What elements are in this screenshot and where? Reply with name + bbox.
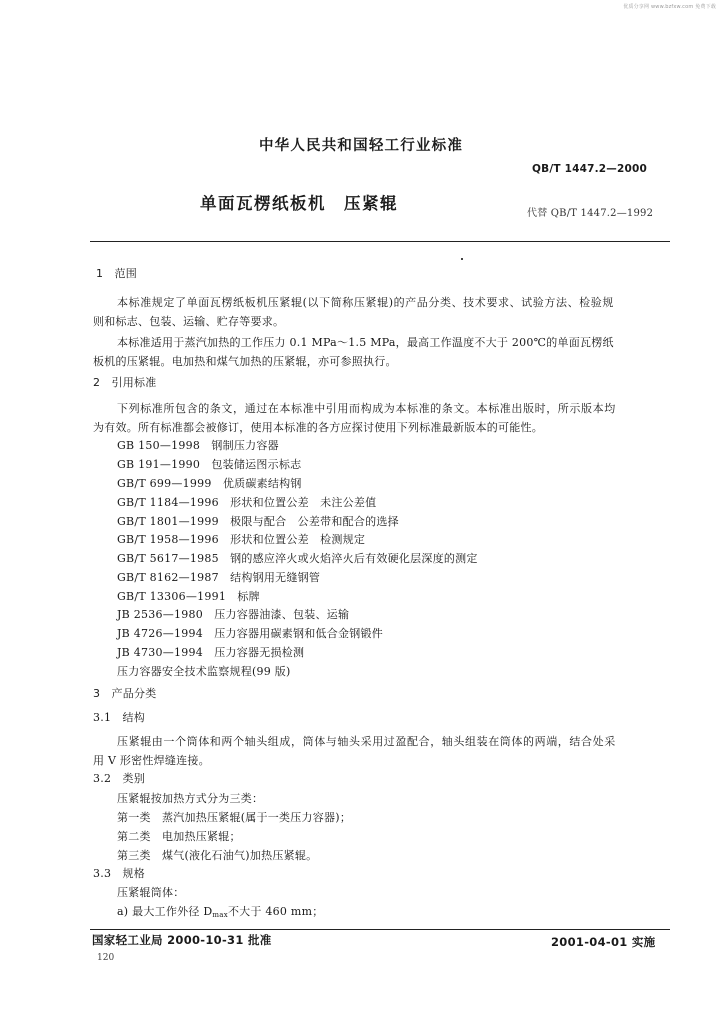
subsection-heading-specs: 3.3 规格 (93, 867, 145, 880)
reference-item: JB 4730—1994 压力容器无损检测 (117, 646, 305, 659)
footer-divider (90, 929, 670, 930)
paragraph-line: 下列标准所包含的条文，通过在本标准中引用而构成为本标准的条文。本标准出版时，所示版本均 (117, 402, 616, 415)
subsection-heading-types: 3.2 类别 (93, 772, 145, 785)
section-heading-references: 2 引用标准 (93, 376, 157, 389)
reference-item: JB 4726—1994 压力容器用碳素钢和低合金钢锻件 (117, 627, 383, 640)
paragraph-line: 则和标志、包装、运输、贮存等要求。 (93, 315, 285, 328)
standard-code: QB/T 1447.2—2000 (532, 163, 648, 175)
replaces-standard: 代替 QB/T 1447.2—1992 (527, 208, 654, 219)
spec-item-text: a) 最大工作外径 D (117, 905, 213, 918)
reference-item: GB/T 1958—1996 形状和位置公差 检测规定 (117, 533, 366, 546)
reference-item: GB/T 1801—1999 极限与配合 公差带和配合的选择 (117, 515, 399, 528)
reference-item: GB/T 699—1999 优质碳素结构钢 (117, 477, 302, 490)
paragraph-line: 本标准适用于蒸汽加热的工作压力 0.1 MPa～1.5 MPa，最高工作温度不大于 200℃的单面瓦楞纸 (117, 336, 614, 349)
subsection-heading-structure: 3.1 结构 (93, 711, 145, 724)
paragraph-line: 本标准规定了单面瓦楞纸板机压紧辊(以下简称压紧辊)的产品分类、技术要求、试验方法、检验规 (117, 296, 614, 309)
reference-item: JB 2536—1980 压力容器油漆、包装、运输 (117, 608, 350, 621)
spec-item-subscript: max (212, 911, 228, 919)
reference-item: GB/T 13306—1991 标牌 (117, 590, 260, 603)
reference-item: GB/T 5617—1985 钢的感应淬火或火焰淬火后有效硬化层深度的测定 (117, 552, 478, 565)
section-heading-classification: 3 产品分类 (93, 687, 157, 700)
spec-item (117, 905, 324, 922)
watermark: 优质分享网 www.bzfxw.com 免费下载 (623, 4, 716, 10)
type-item: 第二类 电加热压紧辊； (117, 830, 241, 843)
paragraph-line: 为有效。所有标准都会被修订，使用本标准的各方应探讨使用下列标准最新版本的可能性。 (93, 421, 543, 434)
standard-subtitle: 单面瓦楞纸板机 压紧辊 (200, 194, 398, 213)
page-number: 120 (97, 953, 115, 963)
reference-item: GB/T 1184—1996 形状和位置公差 未注公差值 (117, 496, 377, 509)
effective-date: 2001-04-01 实施 (551, 935, 656, 949)
reference-item: GB 191—1990 包装储运图示标志 (117, 458, 302, 471)
standard-category-title: 中华人民共和国轻工行业标准 (258, 138, 464, 154)
spec-item-limit: 不大于 460 mm； (227, 905, 324, 918)
paragraph-line: 压紧辊由一个筒体和两个轴头组成，筒体与轴头采用过盈配合，轴头组装在筒体的两端，结合处采 (117, 735, 616, 748)
issued-date: 国家轻工业局 2000-10-31 批准 (92, 933, 272, 947)
paragraph-line: 压紧辊按加热方式分为三类： (117, 792, 264, 805)
paragraph-line: 压紧辊筒体： (117, 886, 185, 899)
reference-item: GB/T 8162—1987 结构钢用无缝钢管 (117, 571, 321, 584)
reference-item: GB 150—1998 钢制压力容器 (117, 439, 279, 452)
reference-item: 压力容器安全技术监察规程(99 版) (117, 665, 291, 678)
section-heading-scope: 1 范围 (96, 267, 137, 280)
type-item: 第三类 煤气(液化石油气)加热压紧辊。 (117, 849, 318, 862)
type-item: 第一类 蒸汽加热压紧辊(属于一类压力容器)； (117, 811, 352, 824)
paragraph-line: 板机的压紧辊。电加热和煤气加热的压紧辊，亦可参照执行。 (93, 355, 397, 368)
paragraph-line: 用 V 形密性焊缝连接。 (93, 754, 210, 767)
